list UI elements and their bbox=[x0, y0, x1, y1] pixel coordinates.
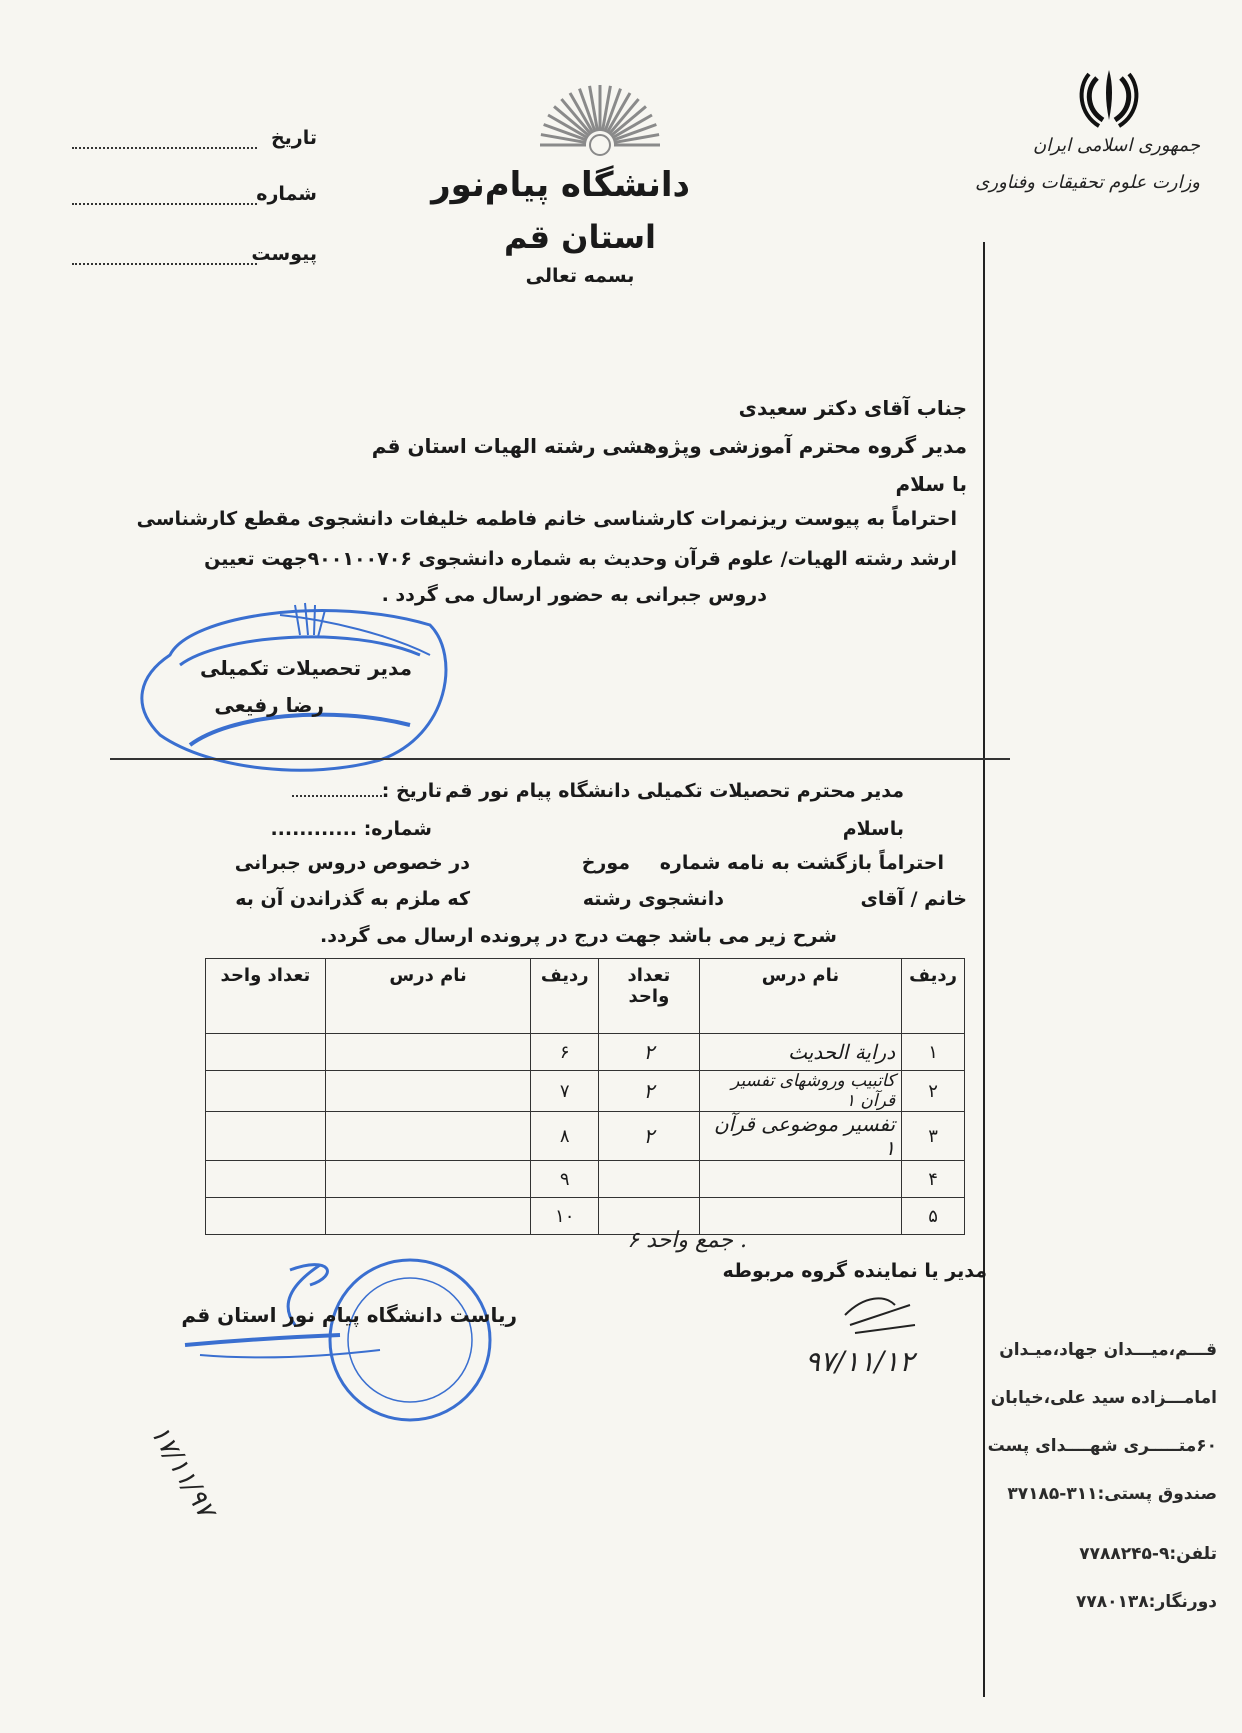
course-units bbox=[206, 1034, 326, 1071]
row-number: ۱ bbox=[902, 1034, 965, 1071]
country-line: جمهوری اسلامی ایران bbox=[1033, 135, 1200, 156]
section-divider bbox=[110, 758, 1010, 760]
letter-body-line1: احتراماً به پیوست ریزنمرات کارشناسی خانم فاطمه خلیفات دانشجوی مقطع کارشناسی bbox=[136, 508, 957, 530]
group-rep-date: ۹۷/۱۱/۱۲ bbox=[805, 1345, 915, 1378]
total-units-note: . جمع واحد ۶ bbox=[627, 1228, 747, 1253]
course-name bbox=[325, 1198, 531, 1235]
date-dots bbox=[72, 147, 257, 149]
table-row bbox=[206, 1161, 965, 1198]
row-number: ۸ bbox=[531, 1112, 599, 1161]
course-name: درایة الحدیث bbox=[699, 1034, 901, 1071]
col-header-row1: ردیف bbox=[902, 959, 965, 1034]
recipient-role: مدیر گروه محترم آموزشی وپژوهشی رشته الهیات استان قم bbox=[371, 434, 967, 458]
reply-addressee: مدیر محترم تحصیلات تکمیلی دانشگاه پیام نور قم bbox=[445, 780, 904, 802]
row-number: ۲ bbox=[902, 1071, 965, 1112]
number-field bbox=[72, 183, 317, 209]
bismillah: بسمه تعالی bbox=[525, 265, 635, 287]
university-logo-icon bbox=[535, 50, 665, 160]
reply-number-dots: ............ bbox=[270, 818, 358, 840]
date-field bbox=[72, 127, 317, 153]
presidency-stamp-icon bbox=[180, 1245, 530, 1425]
col-header-name1: نام درس bbox=[699, 959, 901, 1034]
ministry-name: وزارت علوم تحقیقات وفناوری bbox=[975, 172, 1200, 193]
reply-greeting: باسلام bbox=[842, 818, 904, 840]
reply-line1-a: احتراماً بازگشت به نامه شماره bbox=[659, 852, 944, 874]
row-number: ۳ bbox=[902, 1112, 965, 1161]
address-line: صندوق پستی:۳۱۱-۳۷۱۸۵ bbox=[1007, 1484, 1217, 1504]
table-row bbox=[206, 1034, 965, 1071]
col-header-units1: تعداد واحد bbox=[599, 959, 700, 1034]
letter-body-line2: ارشد رشته الهیات/ علوم قرآن وحدیث به شماره دانشجوی ۹۰۰۱۰۰۷۰۶جهت تعیین bbox=[204, 548, 957, 570]
course-units bbox=[206, 1161, 326, 1198]
course-name bbox=[325, 1161, 531, 1198]
row-number: ۷ bbox=[531, 1071, 599, 1112]
table-row bbox=[206, 1112, 965, 1161]
address-block bbox=[977, 1326, 1217, 1626]
course-units bbox=[206, 1198, 326, 1235]
course-units: ۲ bbox=[599, 1034, 700, 1071]
number-label: شماره bbox=[256, 183, 317, 205]
course-name: تفسیر موضوعی قرآن ۱ bbox=[699, 1112, 901, 1161]
row-number: ۴ bbox=[902, 1161, 965, 1198]
province-name: استان قم bbox=[503, 218, 656, 256]
course-units bbox=[206, 1071, 326, 1112]
letter-greeting: با سلام bbox=[895, 472, 967, 496]
iran-emblem-icon bbox=[1075, 62, 1143, 130]
address-line: قـــم،میـــدان جهاد،میـدان bbox=[999, 1340, 1217, 1360]
address-line: ۶۰متـــــری شهــــدای پست bbox=[987, 1436, 1217, 1456]
course-name bbox=[325, 1071, 531, 1112]
reply-date-dots bbox=[292, 795, 382, 797]
university-name: دانشگاه پیام‌نور bbox=[431, 165, 690, 205]
table-row bbox=[206, 1198, 965, 1235]
fax-line: دورنگار:۷۷۸۰۱۳۸ bbox=[1076, 1592, 1217, 1612]
reply-date-label bbox=[292, 780, 442, 802]
group-rep-signature-icon bbox=[835, 1285, 925, 1345]
course-units bbox=[599, 1161, 700, 1198]
reply-number-label bbox=[270, 818, 432, 840]
course-units: ۲ bbox=[599, 1112, 700, 1161]
attachment-label: پیوست bbox=[251, 243, 317, 265]
presidency-label: ریاست دانشگاه پیام نور استان قم bbox=[181, 1303, 517, 1327]
reply-number-text: شماره: bbox=[363, 818, 432, 840]
course-name: کاتبیب وروشهای تفسیر قرآن ۱ bbox=[699, 1071, 901, 1112]
presidency-date: ۱۷/۱۱/۹۷ bbox=[144, 1420, 221, 1523]
course-units: ۲ bbox=[599, 1071, 700, 1112]
course-name bbox=[325, 1034, 531, 1071]
group-rep-label: مدیر یا نماینده گروه مربوطه bbox=[722, 1260, 987, 1282]
signer-name: رضا رفیعی bbox=[214, 693, 324, 717]
row-number: ۹ bbox=[531, 1161, 599, 1198]
phone-line: تلفن:۹-۷۷۸۸۲۴۵ bbox=[1079, 1544, 1217, 1564]
attachment-field bbox=[72, 243, 317, 269]
reply-line1-b: مورخ bbox=[581, 852, 630, 874]
reply-line3: شرح زیر می باشد جهت درج در پرونده ارسال می گردد. bbox=[320, 925, 837, 947]
number-dots bbox=[72, 203, 257, 205]
row-number: ۶ bbox=[531, 1034, 599, 1071]
attachment-dots bbox=[72, 263, 257, 265]
col-header-name2: نام درس bbox=[325, 959, 531, 1034]
col-header-row2: ردیف bbox=[531, 959, 599, 1034]
course-name bbox=[325, 1112, 531, 1161]
reply-line1-c: در خصوص دروس جبرانی bbox=[234, 852, 470, 874]
course-name bbox=[699, 1161, 901, 1198]
letter-body-line3: دروس جبرانی به حضور ارسال می گردد . bbox=[381, 584, 767, 606]
courses-table bbox=[205, 958, 965, 1235]
row-number: ۱۰ bbox=[531, 1198, 599, 1235]
table-row bbox=[206, 1071, 965, 1112]
table-header-row bbox=[206, 959, 965, 1034]
reply-line2-a: خانم / آقای bbox=[860, 888, 967, 910]
reply-line2-b: دانشجوی رشته bbox=[582, 888, 724, 910]
stamp-icon bbox=[130, 595, 460, 775]
col-header-units2: تعداد واحد bbox=[206, 959, 326, 1034]
row-number: ۵ bbox=[902, 1198, 965, 1235]
reply-line2-c: که ملزم به گذراندن آن به bbox=[235, 888, 470, 910]
recipient: جناب آقای دکتر سعیدی bbox=[738, 396, 967, 420]
signer-title: مدیر تحصیلات تکمیلی bbox=[199, 656, 412, 680]
date-label: تاریخ bbox=[270, 127, 317, 149]
course-units bbox=[206, 1112, 326, 1161]
address-line: امامـــزاده سید علی،خیابان bbox=[990, 1388, 1217, 1408]
reply-date-text: تاریخ : bbox=[381, 780, 442, 802]
